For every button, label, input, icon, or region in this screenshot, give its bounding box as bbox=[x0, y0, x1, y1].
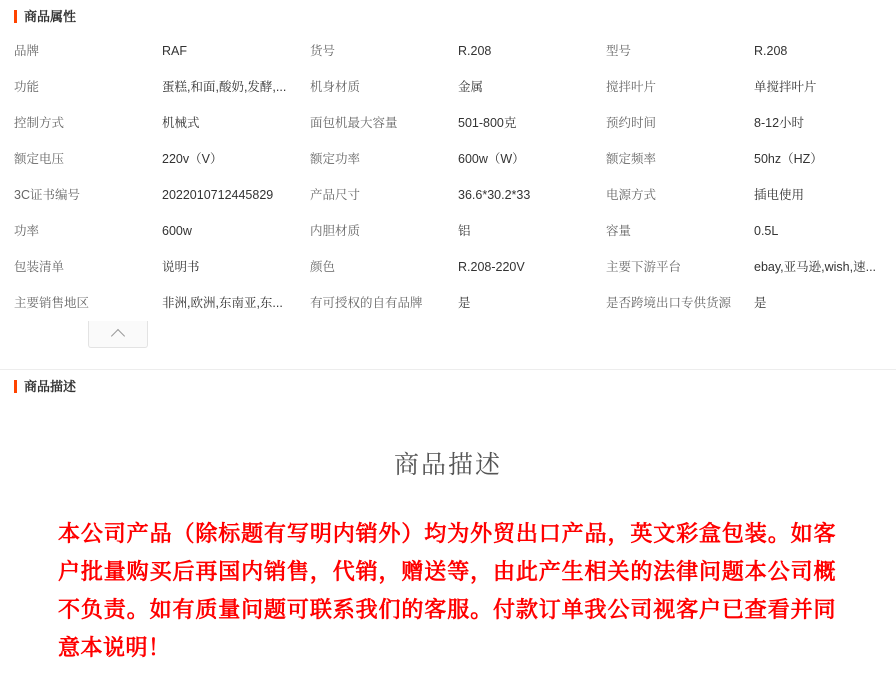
attribute-key: 有可授权的自有品牌 bbox=[310, 296, 423, 310]
attribute-key: 机身材质 bbox=[310, 80, 361, 94]
attribute-key: 主要下游平台 bbox=[606, 260, 682, 274]
attribute-key: 颜色 bbox=[310, 260, 336, 274]
description-heading: 商品描述 bbox=[393, 452, 502, 479]
attribute-value: 501-800克 bbox=[458, 116, 517, 130]
attribute-value: R.208 bbox=[754, 44, 788, 58]
attributes-section-title: 商品属性 bbox=[24, 9, 77, 24]
attribute-key: 面包机最大容量 bbox=[310, 116, 398, 130]
attribute-key: 型号 bbox=[606, 44, 632, 58]
description-section-header bbox=[0, 370, 896, 403]
accent-bar-icon bbox=[14, 10, 17, 23]
accent-bar-icon bbox=[14, 380, 17, 393]
attribute-value: 0.5L bbox=[754, 224, 779, 238]
description-notice-text: 本公司产品（除标题有写明内销外）均为外贸出口产品，英文彩盒包装。如客户批量购买后再国内销售，代销，赠送等，由此产生相关的法律问题本公司概不负责。如有质量问题可联系我们的客服。付款订单我公司视客户已查看并同意本说明！ bbox=[58, 521, 836, 660]
attribute-key: 额定功率 bbox=[310, 152, 361, 166]
attributes-section-header bbox=[0, 0, 896, 33]
attribute-value: 机械式 bbox=[162, 116, 200, 130]
attribute-key: 额定电压 bbox=[14, 152, 65, 166]
attribute-value: 插电使用 bbox=[754, 188, 805, 202]
attribute-value: 金属 bbox=[458, 80, 484, 94]
attribute-value: ebay,亚马逊,wish,速... bbox=[754, 260, 877, 274]
attribute-key: 产品尺寸 bbox=[310, 188, 361, 202]
attribute-key: 内胆材质 bbox=[310, 224, 361, 238]
attribute-value: 600w（W） bbox=[458, 152, 525, 166]
attribute-key: 控制方式 bbox=[14, 116, 65, 130]
attribute-value: 非洲,欧洲,东南亚,东... bbox=[162, 296, 283, 310]
attribute-key: 功能 bbox=[14, 80, 40, 94]
attribute-value: 36.6*30.2*33 bbox=[458, 188, 531, 202]
attribute-key: 包装清单 bbox=[14, 260, 65, 274]
attribute-value: 蛋糕,和面,酸奶,发酵,... bbox=[162, 80, 287, 94]
attribute-value: 铝 bbox=[458, 224, 471, 238]
description-body-wrap bbox=[0, 445, 896, 667]
attribute-key: 预约时间 bbox=[606, 116, 657, 130]
attribute-key: 搅拌叶片 bbox=[606, 80, 657, 94]
attribute-value: 220v（V） bbox=[162, 152, 223, 166]
attribute-value: 600w bbox=[162, 224, 192, 238]
attribute-key: 电源方式 bbox=[606, 188, 657, 202]
attribute-value: 是 bbox=[458, 296, 471, 310]
attributes-panel bbox=[14, 33, 884, 321]
description-section-title: 商品描述 bbox=[24, 379, 77, 394]
attribute-key: 品牌 bbox=[14, 44, 40, 58]
attribute-key: 额定频率 bbox=[606, 152, 657, 166]
attribute-value: R.208 bbox=[458, 44, 492, 58]
attribute-value: 2022010712445829 bbox=[162, 188, 274, 202]
attribute-value: 50hz（HZ） bbox=[754, 152, 823, 166]
attribute-key: 功率 bbox=[14, 224, 40, 238]
attribute-key: 3C证书编号 bbox=[14, 188, 80, 202]
attribute-key: 容量 bbox=[606, 224, 632, 238]
attribute-key: 货号 bbox=[310, 44, 336, 58]
attribute-key: 主要销售地区 bbox=[14, 296, 90, 310]
attribute-value: 单搅拌叶片 bbox=[754, 80, 817, 94]
attribute-value: RAF bbox=[162, 44, 187, 58]
attribute-value: R.208-220V bbox=[458, 260, 525, 274]
attributes-grid bbox=[14, 33, 884, 321]
collapse-attributes-button[interactable] bbox=[88, 321, 148, 348]
attribute-value: 是 bbox=[754, 296, 767, 310]
attribute-value: 说明书 bbox=[162, 260, 200, 274]
attributes-collapse-row bbox=[14, 321, 884, 363]
chevron-up-icon bbox=[111, 329, 125, 343]
attribute-key: 是否跨境出口专供货源 bbox=[606, 296, 732, 310]
attribute-value: 8-12小时 bbox=[754, 116, 805, 130]
